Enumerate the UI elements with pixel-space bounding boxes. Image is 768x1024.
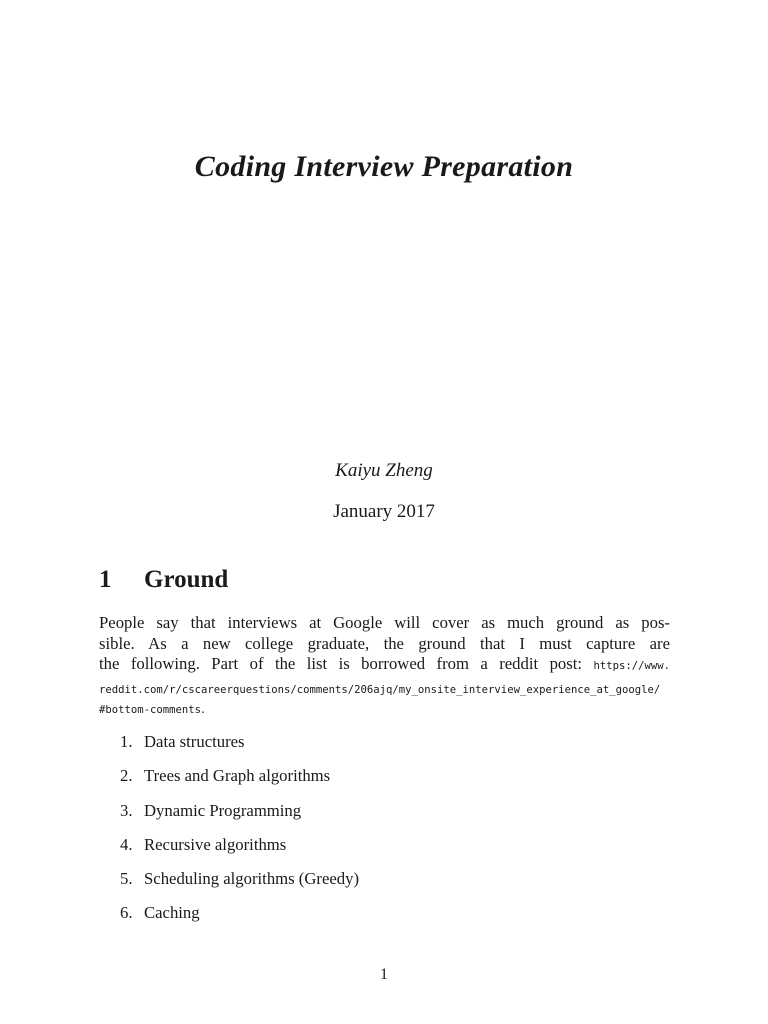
list-item [120, 799, 359, 833]
link-period: . [201, 702, 205, 717]
reddit-link-part2[interactable]: reddit.com/r/cscareerquestions/comments/206ajq/my_onsite_interview_experience_at_google/ [99, 684, 661, 696]
paragraph-line-text: the following. Part of the list is borrowed from a reddit post: [99, 654, 583, 673]
list-item-label: Caching [144, 903, 200, 923]
list-item [120, 833, 359, 867]
list-item-label: Trees and Graph algorithms [144, 766, 331, 786]
document-date: January 2017 [333, 501, 435, 522]
list-item-number: 3. [120, 800, 133, 820]
list-item-label: Data structures [144, 732, 245, 751]
list-item-label: Recursive algorithms [144, 834, 287, 854]
list-item [120, 764, 359, 798]
list-item-number: 6. [120, 903, 133, 923]
section-title: Ground [144, 566, 229, 593]
list-item [120, 730, 359, 764]
list-item-number: 2. [120, 766, 133, 786]
list-item-number: 4. [120, 834, 133, 854]
paragraph-line: sible. As a new college graduate, the ground that I must capture are [99, 633, 670, 653]
list-item [120, 901, 359, 935]
list-item-label: Dynamic Programming [144, 800, 302, 820]
reddit-link-part3[interactable]: #bottom-comments [99, 704, 202, 716]
list-item-number: 5. [120, 869, 133, 889]
topic-list [120, 730, 359, 936]
reddit-link-part1[interactable]: https://www. [593, 660, 671, 672]
list-item [120, 867, 359, 901]
list-item-label: Scheduling algorithms (Greedy) [144, 869, 360, 889]
paragraph-line: People say that interviews at Google will cover as much ground as pos- [99, 613, 670, 632]
section-paragraph [99, 613, 670, 677]
document-author: Kaiyu Zheng [335, 460, 433, 481]
section-heading [99, 566, 228, 594]
page-number: 1 [380, 966, 388, 983]
reddit-link-line3 [99, 702, 205, 718]
list-item-number: 1. [120, 732, 133, 751]
paragraph-line [99, 654, 670, 677]
document-title: Coding Interview Preparation [194, 150, 574, 183]
section-number: 1 [99, 566, 112, 593]
